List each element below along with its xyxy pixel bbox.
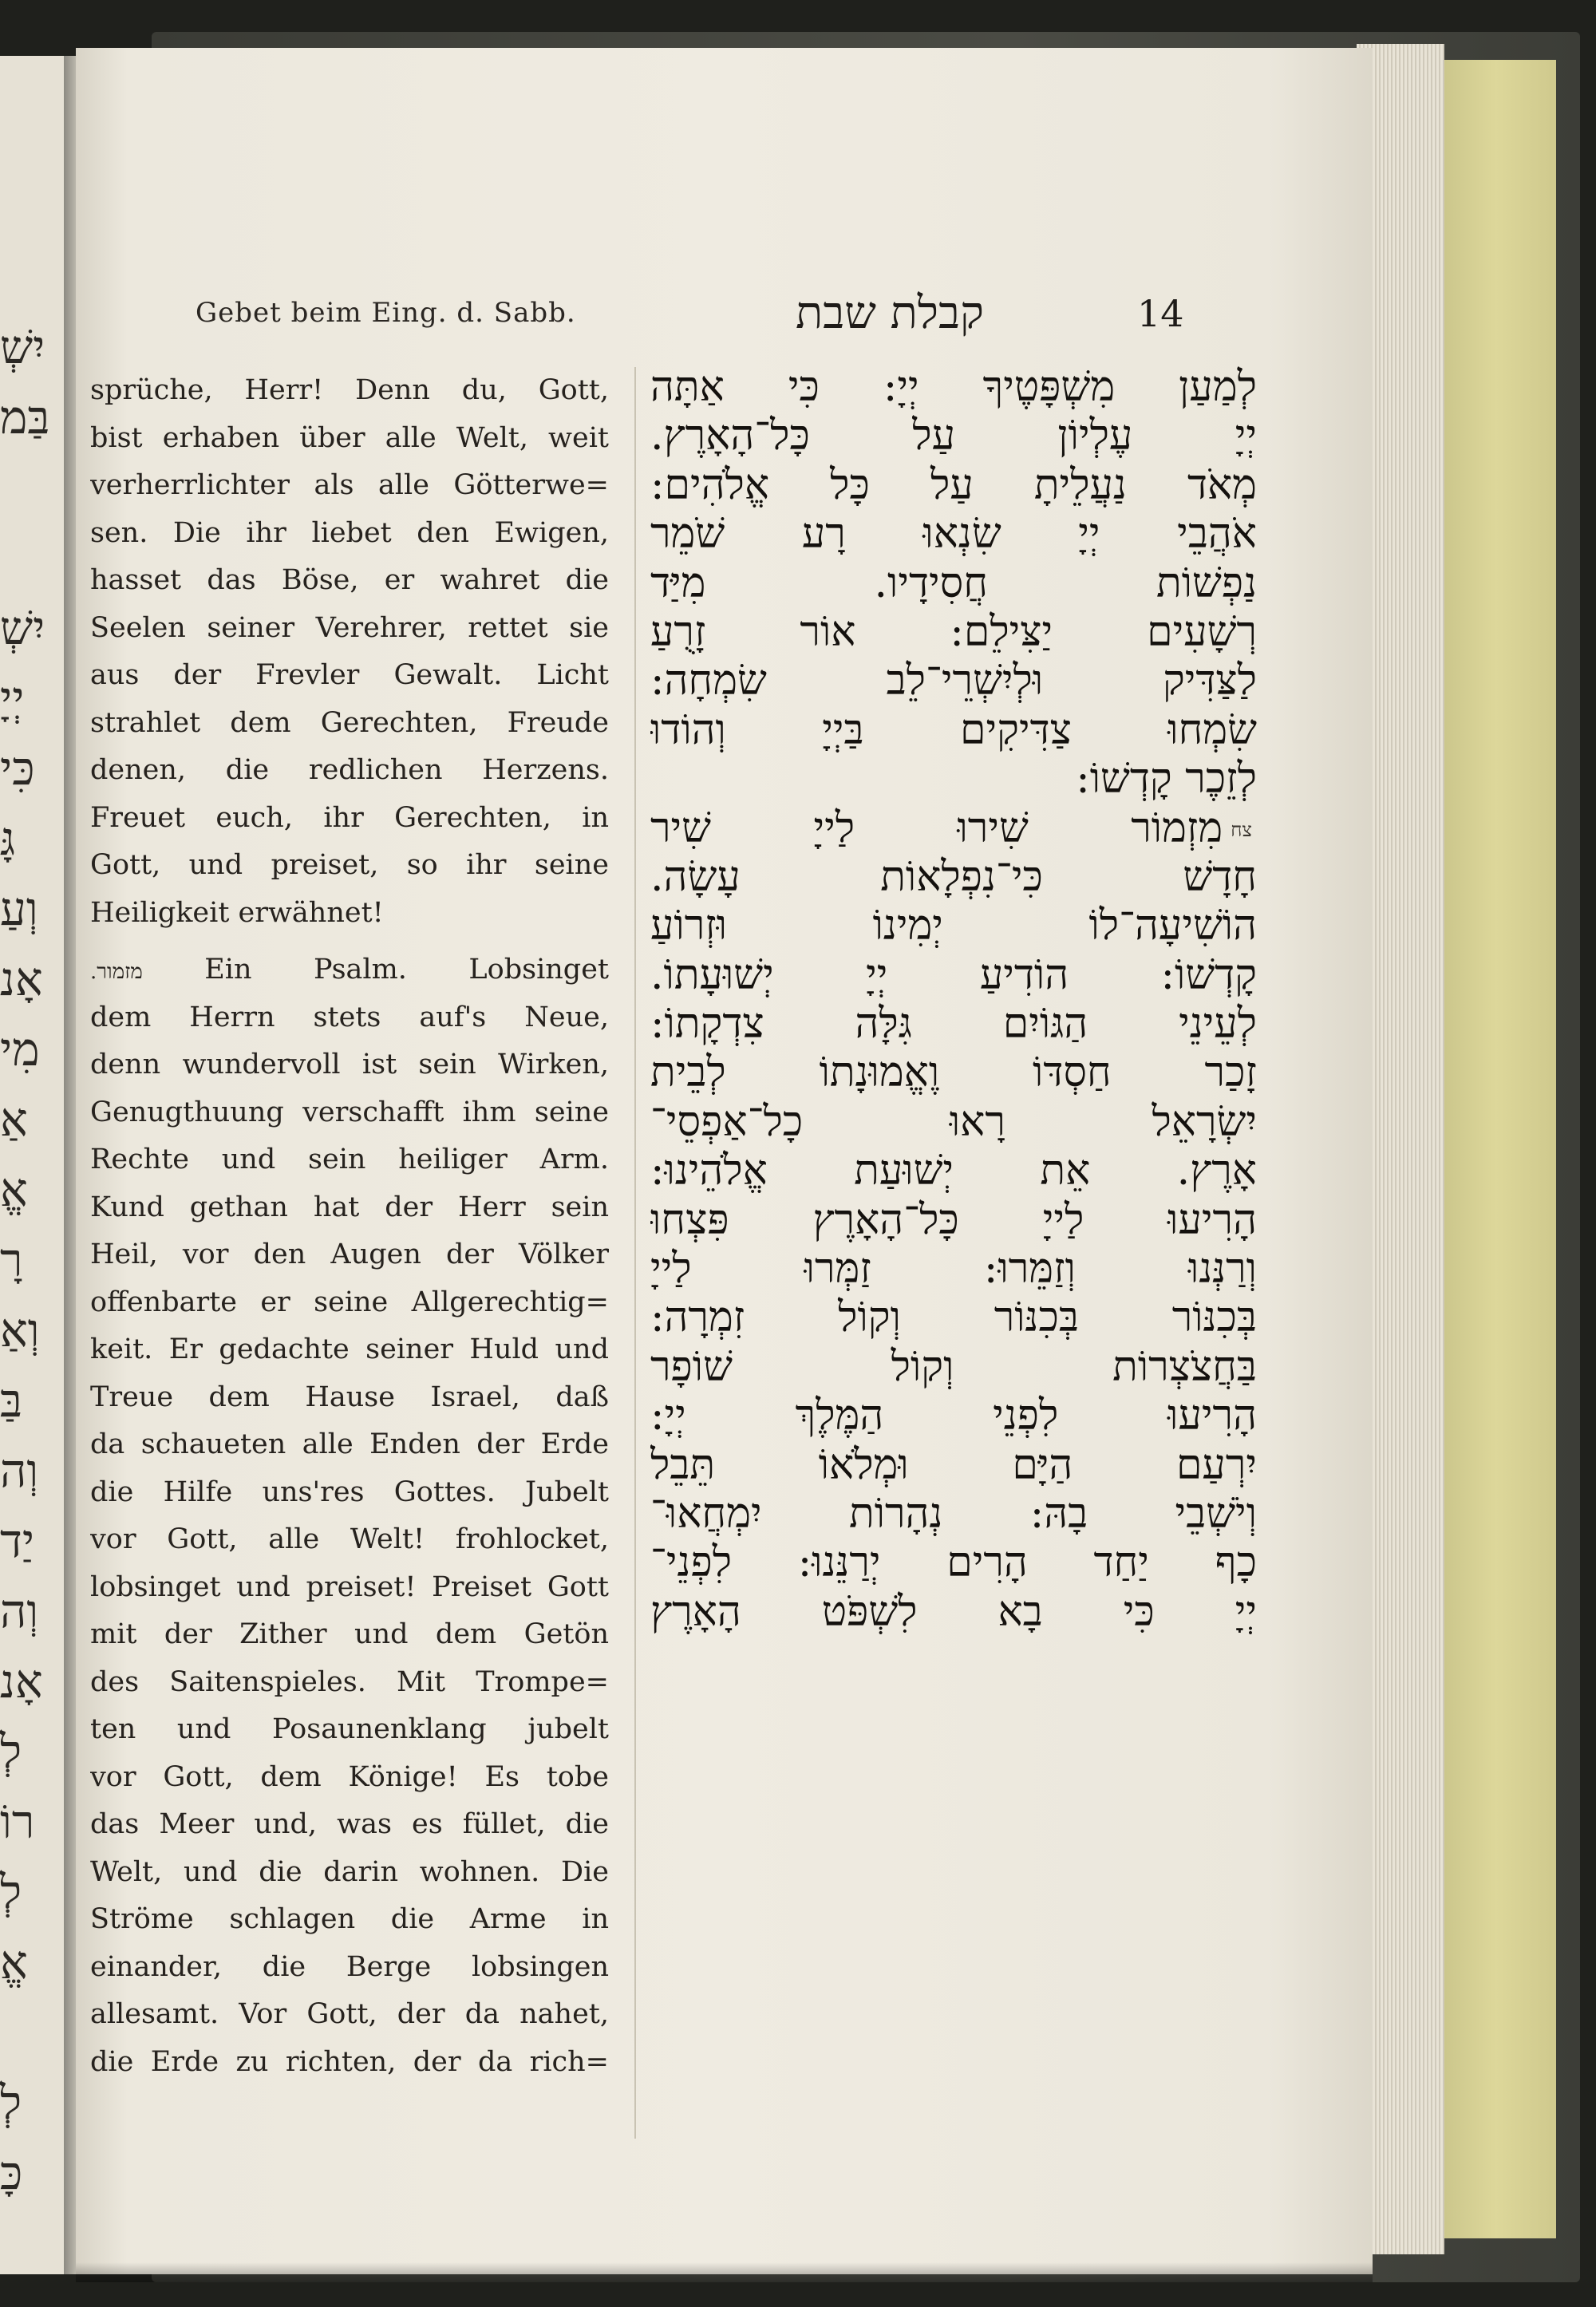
- hebrew-line: בַּחֲצֹצְרוֹת וְקוֹל שׁוֹפָר: [650, 1342, 1257, 1391]
- previous-page-line: לְ: [0, 1865, 22, 1919]
- previous-page-line: רָ: [0, 1233, 23, 1287]
- hebrew-line: קָדְשׁוֹ: הוֹדִיעַ יְיָ יְשׁוּעָתוֹ.: [650, 950, 1257, 999]
- german-line: Rechte und sein heiliger Arm.: [90, 1144, 609, 1175]
- hebrew-line: נַפְשׁוֹת חֲסִידָיו. מִיַּד: [650, 559, 1257, 607]
- german-line: ten und Posaunenklang jubelt: [90, 1713, 609, 1745]
- previous-page-line: בַּ: [0, 1373, 22, 1428]
- hebrew-line: יִשְׂרָאֵל רָאוּ כָל־אַפְסֵי־: [650, 1097, 1257, 1146]
- german-line: Ein Psalm. Lobsinget: [204, 954, 609, 986]
- german-line: das Meer und, was es füllet, die: [90, 1808, 609, 1840]
- previous-page-line: מִי: [0, 1022, 40, 1076]
- previous-page-line: כָּ: [0, 2146, 23, 2200]
- book-page: [76, 48, 1373, 2274]
- hebrew-line: בְּכִנּוֹר בְּכִנּוֹר וְקוֹל זִמְרָה:: [650, 1294, 1257, 1342]
- hebrew-line: שִׂמְחוּ צַדִּיקִים בַּיְיָ וְהוֹדוּ: [650, 705, 1257, 754]
- german-line: da schaueten alle Enden der Erde: [90, 1428, 609, 1460]
- hebrew-line: יִרְעַם הַיָּם וּמְלֹאוֹ תֵּבֵל: [650, 1440, 1257, 1489]
- hebrew-line: יְיָ עֶלְיוֹן עַל כָּל־הָאָרֶץ.: [650, 412, 1257, 460]
- german-line: Kund gethan hat der Herr sein: [90, 1191, 609, 1223]
- german-line: denen, die redlichen Herzens.: [90, 754, 609, 786]
- previous-page-fragment: [0, 56, 68, 2274]
- hebrew-line: לְזֵכֶר קָדְשׁוֹ:: [1076, 755, 1257, 804]
- previous-page-line: וְעַ: [0, 882, 38, 936]
- german-line: Welt, und die darin wohnen. Die: [90, 1855, 609, 1888]
- german-line: vor Gott, dem Könige! Es tobe: [90, 1760, 609, 1793]
- psalm-marker: מזמור.: [90, 960, 143, 984]
- hebrew-line: הוֹשִׁיעָה־לוֹ יְמִינוֹ וּזְרוֹעַ: [650, 902, 1257, 950]
- hebrew-line: זָכַר חַסְדּוֹ וֶאֱמוּנָתוֹ לְבֵית: [650, 1049, 1257, 1097]
- german-line: keit. Er gedachte seiner Huld und: [90, 1333, 609, 1365]
- german-line: Gott, und preiset, so ihr seine: [90, 849, 609, 881]
- hebrew-line: אֹהֲבֵי יְיָ שִׂנְאוּ רָע שֹׁמֵר: [650, 510, 1257, 559]
- previous-page-line: אֱ: [0, 1163, 28, 1217]
- german-line: Ströme schlagen die Arme in: [90, 1903, 609, 1935]
- german-line: dem Herrn stets auf's Neue,: [90, 1001, 609, 1033]
- hebrew-line: אָרֶץ. אֵת יְשׁוּעַת אֱלֹהֵינוּ:: [650, 1147, 1257, 1195]
- german-line: sen. Die ihr liebet den Ewigen,: [90, 516, 609, 549]
- previous-page-line: לְ: [0, 2076, 22, 2130]
- german-line: mit der Zither und dem Getön: [90, 1618, 609, 1650]
- german-line: Heiligkeit erwähnet!: [90, 896, 384, 929]
- hebrew-line: הָרִיעוּ לִפְנֵי הַמֶּלֶךְ יְיָ:: [650, 1392, 1257, 1440]
- previous-page-line: יִשְׁ: [0, 601, 45, 655]
- hebrew-line: הָרִיעוּ לַייָ כָּל־הָאָרֶץ פִּצְחוּ: [650, 1195, 1257, 1244]
- german-line: bist erhaben über alle Welt, weit: [90, 421, 609, 454]
- german-line: lobsinget und preiset! Preiset Gott: [90, 1570, 609, 1603]
- hebrew-line: כָף יַחַד הָרִים יְרַנֵּנוּ: לִפְנֵי־: [650, 1539, 1257, 1587]
- hebrew-line: וְרַנְּנוּ וְזַמֵּרוּ: זַמְּרוּ לַייָ: [650, 1245, 1257, 1294]
- hebrew-line: וְיֹשְׁבֵי בָהּ: נְהָרוֹת יִמְחֲאוּ־: [650, 1489, 1257, 1538]
- german-line: die Erde zu richten, der da rich=: [90, 2045, 609, 2078]
- previous-page-line: רוֹ: [0, 1795, 35, 1849]
- previous-page-line: וְה: [0, 1444, 39, 1498]
- german-running-title: Gebet beim Eing. d. Sabb.: [196, 297, 576, 329]
- hebrew-line: מִזְמוֹר שִׁירוּ לַייָ שִׁיר: [650, 804, 1223, 852]
- german-line: einander, die Berge lobsingen: [90, 1950, 609, 1983]
- german-line: denn wundervoll ist sein Wirken,: [90, 1049, 609, 1080]
- previous-page-line: אַ: [0, 1092, 28, 1147]
- previous-page-line: לְ: [0, 1724, 22, 1779]
- previous-page-line: [0, 460, 68, 516]
- hebrew-line: רְשָׁעִים יַצִּילֵם: אוֹר זָרֻעַ: [650, 607, 1257, 656]
- hebrew-line: יְיָ כִּי בָא לִשְׁפֹּט הָאָרֶץ: [650, 1587, 1257, 1636]
- german-translation-column: [90, 367, 609, 2086]
- german-line: offenbarte er seine Allgerechtig=: [90, 1286, 609, 1318]
- german-line: Freuet euch, ihr Gerechten, in: [90, 801, 609, 834]
- page-bottom-shadow: [76, 2262, 1373, 2282]
- german-psalm-heading: [90, 946, 609, 994]
- previous-page-line: אֱ: [0, 1935, 28, 1989]
- hebrew-line: לְעֵינֵי הַגּוֹיִם גִּלָּה צִדְקָתוֹ:: [650, 1000, 1257, 1049]
- previous-page-line: יְיָ: [0, 671, 25, 725]
- hebrew-line: לַצַּדִּיק וּלְיִשְׁרֵי־לֵב שִׂמְחָה:: [650, 657, 1257, 705]
- psalm-number: צח: [1231, 819, 1252, 842]
- german-line: des Saitenspieles. Mit Trompe=: [90, 1665, 609, 1698]
- hebrew-text-column: [650, 363, 1257, 1637]
- hebrew-running-title: קבלת שבת: [796, 287, 984, 339]
- previous-page-line: אָנ: [0, 1654, 43, 1709]
- german-line: strahlet dem Gerechten, Freude: [90, 706, 609, 739]
- previous-page-line: וְה: [0, 1584, 39, 1638]
- german-line: aus der Frevler Gewalt. Licht: [90, 659, 609, 691]
- german-line: Treue dem Hause Israel, daß: [90, 1381, 609, 1413]
- previous-page-line: [0, 530, 68, 586]
- hebrew-line: מְאֹד נַעֲלֵיתָ עַל כָּל אֱלֹהִים:: [650, 460, 1257, 509]
- german-line: vor Gott, alle Welt! frohlocket,: [90, 1523, 609, 1555]
- running-head: [76, 287, 1373, 351]
- previous-page-line: [0, 2005, 68, 2060]
- page-number: 14: [1137, 292, 1184, 335]
- german-line: Seelen seiner Verehrer, rettet sie: [90, 611, 609, 644]
- hebrew-line: לְמַעַן מִשְׁפָּטֶיךָ יְיָ: כִּי אַתָּה: [650, 363, 1257, 411]
- german-line: verherrlichter als alle Götterwe=: [90, 469, 609, 501]
- previous-page-line: גָּ: [0, 812, 16, 866]
- german-line: Heil, vor den Augen der Völker: [90, 1238, 609, 1270]
- previous-page-line: כִּי: [0, 741, 35, 796]
- hebrew-line: חָדָשׁ כִּי־נִפְלָאוֹת עָשָׂה.: [650, 852, 1257, 901]
- column-divider: [634, 367, 636, 2139]
- german-line: allesamt. Vor Gott, der da nahet,: [90, 1998, 609, 2030]
- page-edges: [1436, 60, 1556, 2238]
- previous-page-line: בַּמ: [0, 390, 50, 444]
- previous-page-line: אָנ: [0, 952, 43, 1006]
- previous-page-line: יַד: [0, 1514, 35, 1568]
- german-line: hasset das Böse, er wahret die: [90, 564, 609, 596]
- previous-page-line: יִשְׁ: [0, 320, 45, 374]
- previous-page-line: וְאַ: [0, 1303, 40, 1357]
- hebrew-psalm-heading: [650, 804, 1257, 853]
- german-line: sprüche, Herr! Denn du, Gott,: [90, 374, 609, 406]
- german-line: Genugthuung verschafft ihm seine: [90, 1096, 609, 1128]
- german-line: die Hilfe uns'res Gottes. Jubelt: [90, 1475, 609, 1508]
